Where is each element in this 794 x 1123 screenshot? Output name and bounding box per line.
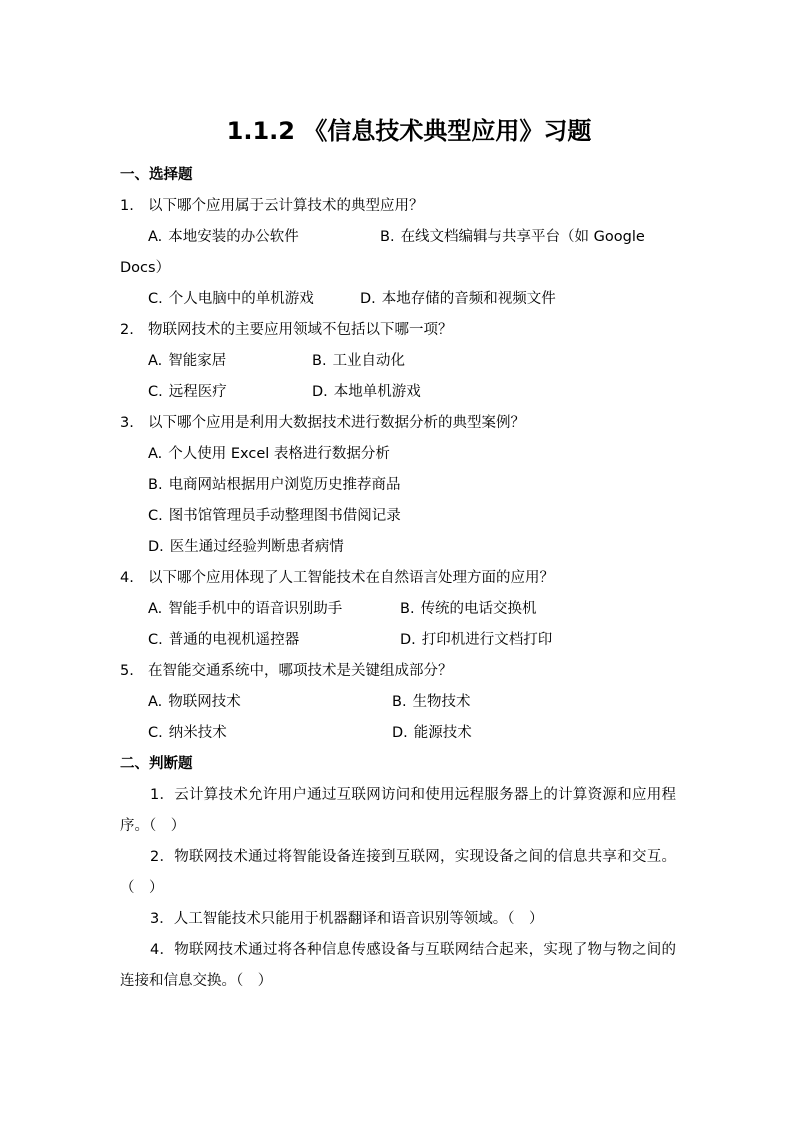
option-b: B. 电商网站根据用户浏览历史推荐商品 <box>148 477 401 493</box>
option-c: C. 个人电脑中的单机游戏 <box>148 291 314 307</box>
question-text: 以下哪个应用属于云计算技术的典型应用？ <box>148 198 424 214</box>
option-d: D. 本地单机游戏 <box>312 384 421 400</box>
question-4-options <box>120 594 676 656</box>
option-a: A. 智能手机中的语音识别助手 <box>148 601 343 617</box>
option-a: A. 智能家居 <box>148 353 227 369</box>
question-3-options <box>120 439 676 563</box>
option-b-continuation: Docs） <box>120 260 171 276</box>
question-5-options <box>120 687 676 749</box>
question-text: 物联网技术的主要应用领域不包括以下哪一项？ <box>148 322 453 338</box>
option-c: C. 远程医疗 <box>148 384 227 400</box>
question-text: 以下哪个应用体现了人工智能技术在自然语言处理方面的应用？ <box>148 570 554 586</box>
question-5 <box>120 656 676 687</box>
question-number: 4. <box>120 570 134 586</box>
section-heading-choice: 一、选择题 <box>120 167 193 183</box>
question-number: 5. <box>120 663 134 679</box>
option-b: B. 工业自动化 <box>312 353 406 369</box>
question-2 <box>120 315 676 346</box>
option-b: B. 传统的电话交换机 <box>400 601 537 617</box>
question-3 <box>120 408 676 439</box>
option-b: B. 在线文档编辑与共享平台（如 Google <box>380 229 645 245</box>
question-4 <box>120 563 676 594</box>
option-b: B. 生物技术 <box>392 694 471 710</box>
question-number: 1. <box>120 198 134 214</box>
tf-item-2: 2．物联网技术通过将智能设备连接到互联网，实现设备之间的信息共享和交互。（ ） <box>120 849 676 896</box>
question-1-options <box>120 222 676 315</box>
option-c: C. 图书馆管理员手动整理图书借阅记录 <box>148 508 401 524</box>
option-d: D. 本地存储的音频和视频文件 <box>360 291 556 307</box>
page-title: 1.1.2 《信息技术典型应用》习题 <box>226 117 592 145</box>
option-a: A. 个人使用 Excel 表格进行数据分析 <box>148 446 390 462</box>
tf-item-1: 1．云计算技术允许用户通过互联网访问和使用远程服务器上的计算资源和应用程序。（ ） <box>120 787 676 834</box>
tf-item-3: 3．人工智能技术只能用于机器翻译和语音识别等领域。（ ） <box>150 911 544 927</box>
question-number: 2. <box>120 322 134 338</box>
tf-item-4: 4．物联网技术通过将各种信息传感设备与互联网结合起来，实现了物与物之间的连接和信息交换。（ ） <box>120 942 676 989</box>
option-d: D. 打印机进行文档打印 <box>400 632 553 648</box>
section-heading-true-false: 二、判断题 <box>120 756 193 772</box>
question-text: 以下哪个应用是利用大数据技术进行数据分析的典型案例？ <box>148 415 525 431</box>
question-number: 3. <box>120 415 134 431</box>
option-c: C. 普通的电视机遥控器 <box>148 632 300 648</box>
option-a: A. 本地安装的办公软件 <box>148 229 299 245</box>
option-d: D. 医生通过经验判断患者病情 <box>148 539 344 555</box>
option-c: C. 纳米技术 <box>148 725 227 741</box>
option-d: D. 能源技术 <box>392 725 472 741</box>
question-1 <box>120 191 676 222</box>
question-2-options <box>120 346 676 408</box>
option-a: A. 物联网技术 <box>148 694 241 710</box>
document-page <box>120 108 676 997</box>
question-text: 在智能交通系统中，哪项技术是关键组成部分？ <box>148 663 453 679</box>
